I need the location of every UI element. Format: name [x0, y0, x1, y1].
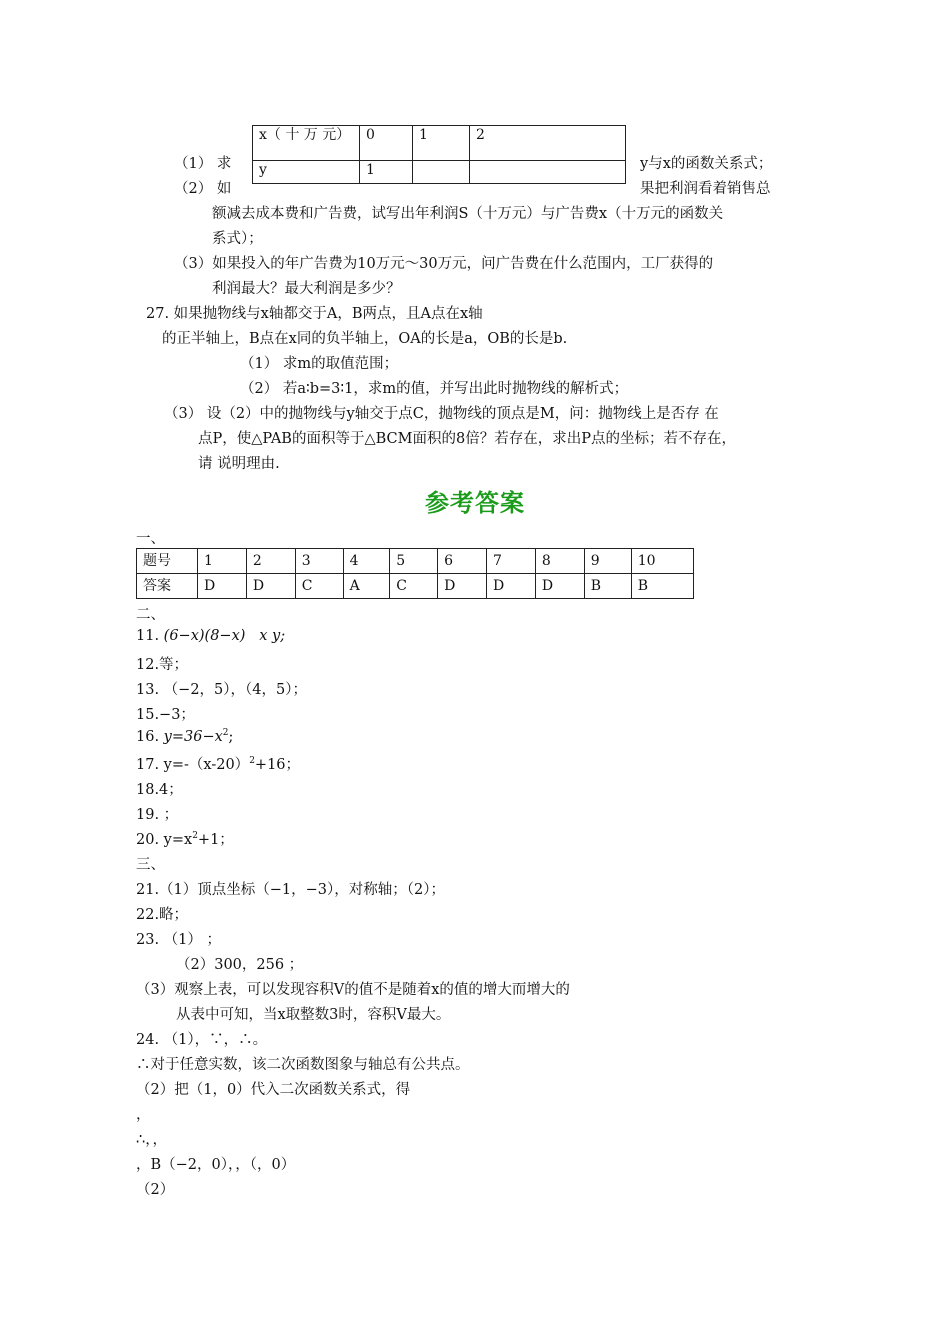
answer-table-header: 6	[438, 549, 487, 574]
table-cell: y	[253, 161, 360, 184]
answer-table-header: 10	[631, 549, 693, 574]
answer-table-header: 5	[390, 549, 438, 574]
q27-line2: 的正半轴上，B点在x同的负半轴上，OA的长是a，OB的长是b.	[162, 331, 568, 347]
table-cell: 1	[360, 161, 413, 184]
answer-table-header: 4	[343, 549, 390, 574]
answer-16-sup: 2	[222, 728, 229, 738]
answer-table-header: 3	[295, 549, 343, 574]
answer-table-header: 8	[535, 549, 584, 574]
answer-20-main: 20. y=x	[136, 832, 193, 848]
answer-table-cell: B	[584, 574, 631, 599]
table-header-cell: 0	[360, 126, 413, 161]
answer-11-tail: x y;	[259, 628, 286, 644]
answer-24-line6: ，B（−2，0），，（，0）	[136, 1157, 296, 1173]
answer-17-sup: 2	[249, 756, 255, 767]
answer-11	[136, 628, 285, 644]
q27-part3-line3: 请 说明理由.	[198, 456, 280, 472]
answer-table-header: 2	[246, 549, 295, 574]
answer-24-line7: （2）	[136, 1182, 175, 1198]
answer-24-line5: ∴，，	[136, 1132, 167, 1148]
answer-table-cell: D	[487, 574, 536, 599]
answer-table-cell: C	[390, 574, 438, 599]
section-1-label: 一、	[136, 531, 165, 547]
answer-table-cell: D	[246, 574, 295, 599]
answer-21: 21.（1）顶点坐标（−1，−3），对称轴；（2）；	[136, 882, 446, 898]
answer-24-line3: （2）把（1，0）代入二次函数关系式，得	[136, 1082, 411, 1098]
q27-part3-line1: （3） 设（2）中的抛物线与y轴交于点C，抛物线的顶点是M，问：抛物线上是否存 在	[164, 406, 719, 422]
table-cell	[413, 161, 470, 184]
answer-table-header: 7	[487, 549, 536, 574]
xy-value-table	[252, 125, 626, 184]
answer-24-line1: 24. （1），∵，∴。	[136, 1032, 268, 1048]
answer-17-tail: +16；	[254, 757, 301, 773]
section-2-label: 二、	[136, 607, 165, 623]
answer-table-header: 9	[584, 549, 631, 574]
answer-table-cell: A	[343, 574, 390, 599]
answer-table-cell: D	[198, 574, 247, 599]
answer-17-main: 17. y=-（x-20）	[136, 757, 250, 773]
answer-24-line2: ∴对于任意实数，该二次函数图象与轴总有公共点。	[136, 1057, 470, 1073]
q26-part3-line2: 利润最大？最大利润是多少？	[212, 281, 401, 297]
answer-20-sup: 2	[192, 831, 198, 842]
answer-15: 15.−3；	[136, 707, 195, 723]
answer-23-line1: 23. （1） ；	[136, 932, 222, 948]
table-cell	[470, 161, 626, 184]
q27-part1: （1） 求m的取值范围；	[240, 356, 399, 372]
answer-table-cell: D	[438, 574, 487, 599]
answer-20	[136, 828, 234, 849]
answer-13: 13. （−2，5），（4，5）；	[136, 682, 307, 698]
table-header-cell: 1	[413, 126, 470, 161]
answer-16-num: 16.	[136, 728, 160, 745]
q26-part3-line1: （3）如果投入的年广告费为10万元～30万元，问广告费在什么范围内，工厂获得的	[174, 256, 714, 272]
answer-18: 18.4；	[136, 782, 183, 798]
q26-part1-left: （1） 求	[174, 156, 232, 172]
answer-22: 22.略；	[136, 907, 189, 923]
answer-11-num: 11.	[136, 628, 160, 644]
answer-table-header: 1	[198, 549, 247, 574]
answer-16-expr: y=36−x	[163, 728, 223, 745]
answer-16-tail: ;	[228, 728, 234, 745]
answer-table-cell: C	[295, 574, 343, 599]
q27-part3-line2: 点P，使△PAB的面积等于△BCM面积的8倍？若存在，求出P点的坐标；若不存在，	[198, 431, 736, 447]
table-header-x: x（ 十 万 元）	[253, 126, 360, 161]
q26-part2-line2: 额减去成本费和广告费，试写出年利润S（十万元）与广告费x（十万元的函数关	[212, 206, 724, 222]
q26-part2-left: （2） 如	[174, 181, 232, 197]
answer-table-cell: D	[535, 574, 584, 599]
answer-20-tail: +1；	[197, 832, 234, 848]
answer-11-expr: (6−x)(8−x)	[163, 628, 246, 644]
answer-19: 19. ；	[136, 807, 179, 823]
answer-16	[136, 728, 233, 745]
section-3-label: 三、	[136, 857, 165, 873]
answer-table-header: 题号	[137, 549, 198, 574]
answer-17	[136, 753, 300, 774]
answer-24-line4: ，	[136, 1107, 151, 1123]
answer-table	[136, 548, 694, 599]
q26-part1-right: y与x的函数关系式；	[640, 156, 773, 172]
answer-table-cell: B	[631, 574, 693, 599]
answer-23-line4: 从表中可知，当x取整数3时，容积V最大。	[176, 1007, 451, 1023]
table-header-cell: 2	[470, 126, 626, 161]
q26-part2-right: 果把利润看着销售总	[640, 181, 771, 197]
q26-part2-line3: 系式）；	[212, 231, 263, 247]
answer-table-cell: 答案	[137, 574, 198, 599]
answer-23-line2: （2）300，256 ；	[176, 957, 304, 973]
answer-23-line3: （3）观察上表，可以发现容积V的值不是随着x的值的增大而增大的	[136, 982, 570, 998]
q27-line1: 27. 如果抛物线与x轴都交于A，B两点，且A点在x轴	[146, 306, 483, 322]
answer-12: 12.等；	[136, 657, 189, 673]
q27-part2: （2） 若a∶b=3∶1，求m的值，并写出此时抛物线的解析式；	[240, 381, 629, 397]
answers-title: 参考答案	[425, 489, 525, 517]
